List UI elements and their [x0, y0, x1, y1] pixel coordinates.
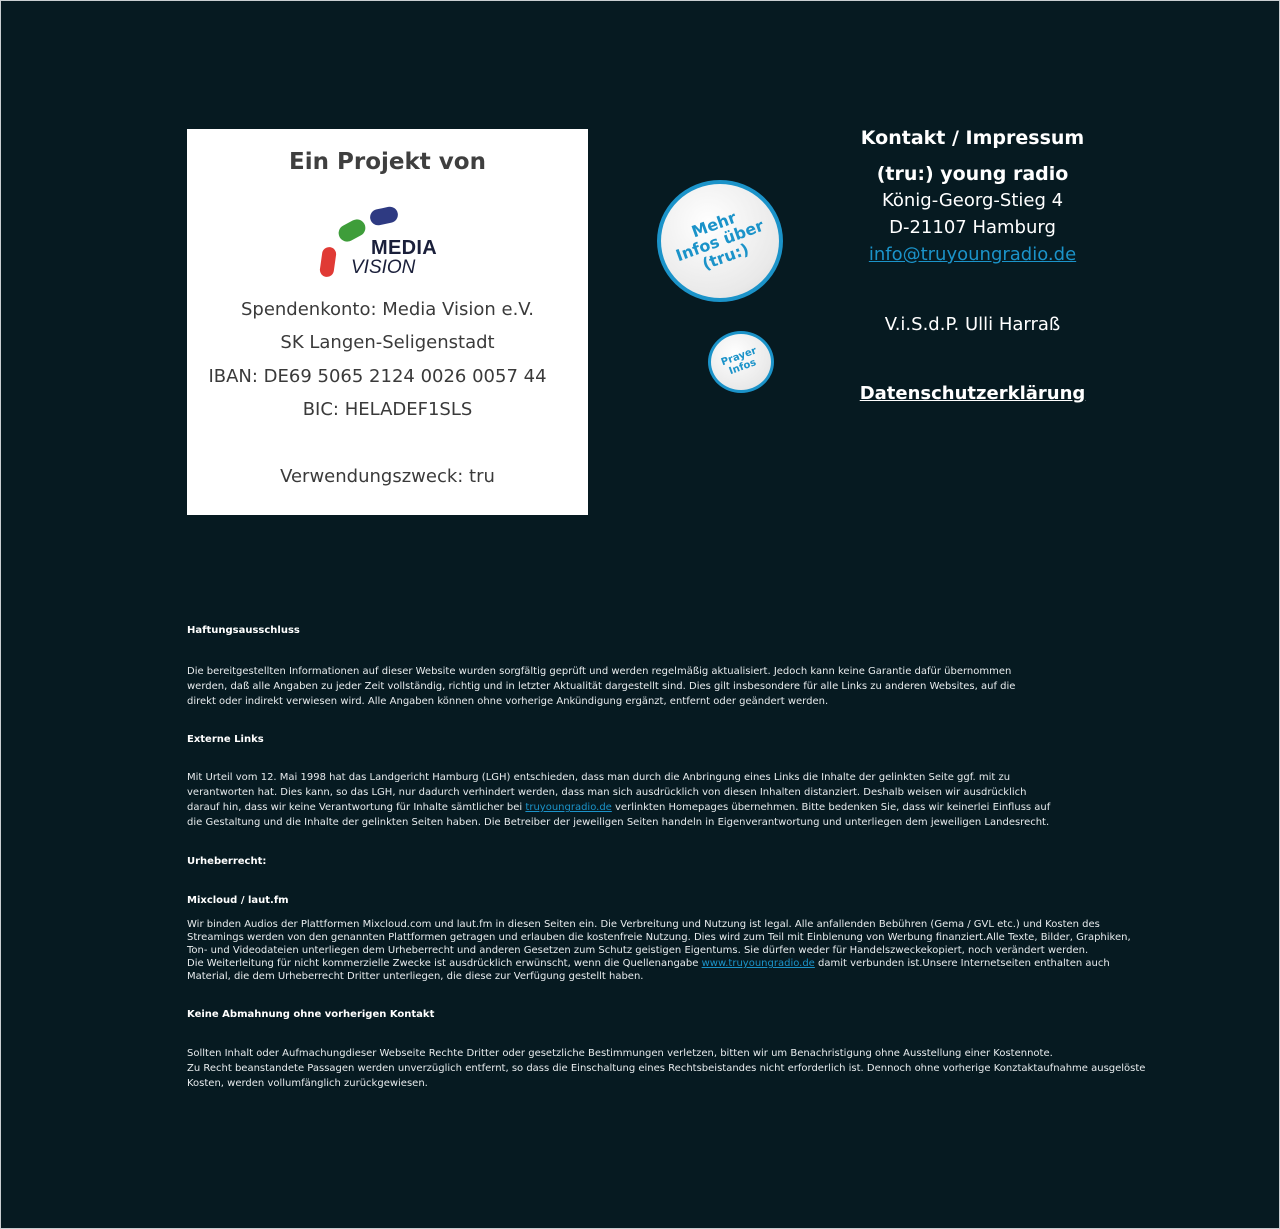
- external-links-text: [187, 770, 1052, 830]
- mixcloud-text: [187, 918, 1152, 983]
- contact-title: Kontakt / Impressum: [860, 127, 1085, 149]
- bic: BIC: HELADEF1SLS: [302, 399, 473, 420]
- org-name: (tru:) young radio: [876, 163, 1069, 185]
- mixcloud-text-c: damit verbunden ist.Unsere Internetseiten enthalten auch Material, die dem Urheberrecht Dritter unterliegen, die diese zur Verfügung gestellt haben.: [187, 958, 1110, 982]
- disclaimer-title: Haftungsausschluss: [187, 625, 300, 636]
- mixcloud-title: Mixcloud / laut.fm: [187, 895, 289, 906]
- donation-account: Spendenkonto: Media Vision e.V.: [240, 299, 535, 320]
- email-link[interactable]: info@truyoungradio.de: [868, 244, 1077, 265]
- bank-name: SK Langen-Seligenstadt: [280, 332, 495, 353]
- contact-section: [840, 127, 1105, 404]
- logo-blob-red: [319, 246, 337, 278]
- no-warning-text-a: Sollten Inhalt oder Aufmachungdieser Webseite Rechte Dritter oder gesetzliche Bestimmungen verletzen, bitten wir um Benachristigung ohne Ausstellung einer Kostennote.: [187, 1048, 1053, 1059]
- city: D-21107 Hamburg: [889, 217, 1056, 238]
- disclaimer-text: Die bereitgestellten Informationen auf dieser Website wurden sorgfältig geprüft und werden regelmäßig aktualisiert. Jedoch kann keine Garantie dafür übernommen werden, daß alle Angaben zu jeder Zeit vollständig, richtig und in letzter Aktualität dargestellt sind. Dies gilt insbesondere für alle Links zu anderen Websites, auf die direkt oder indirekt verwiesen wird. Alle Angaben können ohne vorherige Ankündigung ergänzt, entfernt oder geändert werden.: [187, 666, 1016, 707]
- external-links-title: Externe Links: [187, 734, 264, 745]
- iban: IBAN: DE69 5065 2124 0026 0057 44: [208, 366, 547, 387]
- street: König-Georg-Stieg 4: [881, 190, 1064, 211]
- mixcloud-text-a: Wir binden Audios der Plattformen Mixcloud.com und laut.fm in diesen Seiten ein. Die Verbreitung und Nutzung ist legal. Alle anfallenden Bebühren (Gema / GVL etc.) und Kosten des Streamings werden von den genannten Plattformen getragen und erlauben die kostenfreie Nutzung. Dies wird zum Teil mit Einblenung von Werbung finanziert.Alle Texte, Bilder, Graphiken, Ton- und Videodateien unterliegen dem Urheberrecht und anderen Gesetzen zum Schutz geistigen Eigentums. Sie dürfen weder für Handelszweckekopiert, noch verändert werden.: [187, 919, 1131, 956]
- logo-blob-green: [336, 216, 369, 244]
- copyright-title: Urheberrecht:: [187, 856, 267, 867]
- payment-purpose: Verwendungszweck: tru: [280, 466, 495, 487]
- privacy-policy-link[interactable]: Datenschutzerklärung: [859, 383, 1086, 404]
- truyoungradio-www-link[interactable]: www.truyoungradio.de: [701, 958, 815, 969]
- legal-section: [187, 623, 1152, 1091]
- sponsor-card: [187, 129, 588, 515]
- prayer-info-badge[interactable]: [708, 331, 774, 393]
- external-links-text-a: Mit Urteil vom 12. Mai 1998 hat das Landgericht Hamburg (LGH) entschieden, dass man durch die Anbringung eines Links die Inhalte der gelinkten Seite ggf. mit zu verantworten hat. Dies kann, so das LGH, nur dadurch verhindert werden, dass man sich ausdrücklich von diesen Inhalten distanziert. Deshalb weisen wir ausdrücklich darauf hin, dass wir keine Verantwortung für Inhalte sämtlicher bei: [187, 772, 1027, 813]
- truyoungradio-link[interactable]: truyoungradio.de: [525, 802, 612, 813]
- media-vision-logo: [317, 207, 447, 279]
- address: [840, 187, 1105, 268]
- logo-text-vision: VISION: [351, 257, 416, 278]
- sponsor-heading: Ein Projekt von: [289, 149, 486, 175]
- more-info-label: Mehr Infos über (tru:): [673, 207, 767, 274]
- prayer-info-label: Prayer Infos: [719, 344, 759, 377]
- external-links-text-b: verlinkten Homepages übernehmen. Bitte bedenken Sie, dass wir keinerlei Einfluss auf die Gestaltung und die Inhalte der gelinkten Seiten haben. Die Betreiber der jeweiligen Seiten handeln in Eigenverantwortung und unterliegen dem jeweiligen Landesrecht.: [187, 802, 1051, 828]
- logo-text-media: MEDIA: [371, 237, 437, 259]
- no-warning-text-b: Zu Recht beanstandete Passagen werden unverzüglich entfernt, so dass die Einschaltung eines Rechtsbeistandes nicht erforderlich ist. Dennoch ohne vorherige Konztaktaufnahme ausgelöste Kosten, werden vollumfänglich zurückgewiesen.: [187, 1063, 1146, 1089]
- no-warning-text: [187, 1046, 1152, 1091]
- no-warning-title: Keine Abmahnung ohne vorherigen Kontakt: [187, 1009, 435, 1020]
- logo-blob-blue: [369, 205, 400, 226]
- responsible-person: V.i.S.d.P. Ulli Harraß: [884, 314, 1061, 335]
- mixcloud-text-b: Die Weiterleitung für nicht kommerzielle Zwecke ist ausdrücklich erwünscht, wenn die Quellenangabe: [187, 958, 699, 969]
- more-info-badge[interactable]: [657, 180, 783, 302]
